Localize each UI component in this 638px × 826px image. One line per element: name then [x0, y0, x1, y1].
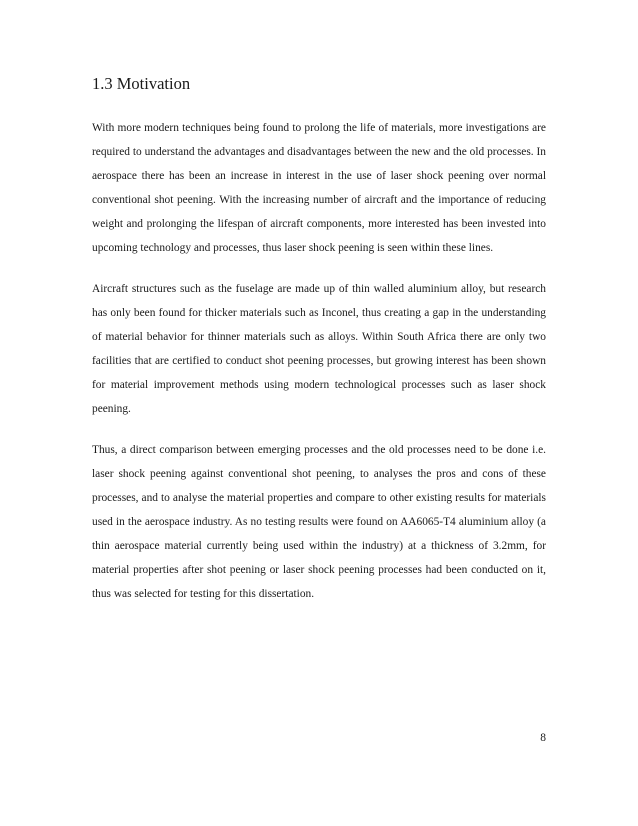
paragraph-3: Thus, a direct comparison between emerging processes and the old processes need to be done i.e. laser shock peening against conventional shot peening, to analyses the pros and cons of these processes, and to analyse the material properties and compare to other existing results for materials used in the aerospace industry. As no testing results were found on AA6065-T4 aluminium alloy (a thin aerospace material currently being used within the industry) at a thickness of 3.2mm, for material properties after shot peening or laser shock peening processes had been conducted on it, thus was selected for testing for this dissertation. — [92, 444, 546, 600]
page-number: 8 — [540, 732, 546, 744]
section-body — [92, 116, 546, 623]
section-heading: 1.3 Motivation — [92, 74, 191, 93]
paragraph-1: With more modern techniques being found to prolong the life of materials, more investigations are required to understand the advantages and disadvantages between the new and the old processes. In aerospace there has been an increase in interest in the use of laser shock peening over normal conventional shot peening. With the increasing number of aircraft and the importance of reducing weight and prolonging the lifespan of aircraft components, more interested has been invested into upcoming technology and processes, thus laser shock peening is seen within these lines. — [92, 122, 546, 254]
paragraph-2: Aircraft structures such as the fuselage are made up of thin walled aluminium alloy, but research has only been found for thicker materials such as Inconel, thus creating a gap in the understanding of material behavior for thinner materials such as alloys. Within South Africa there are only two facilities that are certified to conduct shot peening processes, but growing interest has been shown for material improvement methods using modern technological processes such as laser shock peening. — [92, 283, 546, 415]
